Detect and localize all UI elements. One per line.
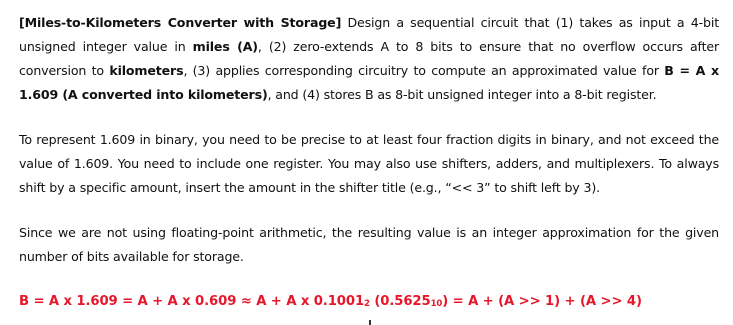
- problem-zero-extend: , (2) zero-extends A to 8 bits to ensure that no overflow occurs after conversion to: [19, 39, 720, 78]
- problem-statement: [19, 11, 719, 107]
- kilometers-term: kilometers: [109, 63, 184, 78]
- problem-storage: , and (4) stores B as 8-bit unsigned integer into a 8-bit register.: [267, 87, 657, 102]
- formula-part-1: B = A x 1.609 = A + A x 0.609 ≈ A + A x 0.1001: [19, 294, 365, 309]
- problem-title: [Miles-to-Kilometers Converter with Storage]: [19, 15, 342, 30]
- precision-paragraph: To represent 1.609 in binary, you need to be precise to at least four fraction digits in binary, and not exceed the value of 1.609. You need to include one register. You may also use shifters, adders, and multiplexers. To always shift by a specific amount, insert the amount in the shifter title (e.g., “<< 3” to shift left by 3).: [19, 132, 719, 195]
- decimal-subscript: 10: [430, 299, 443, 309]
- formula-part-3: ) = A + (A >> 1) + (A >> 4): [442, 294, 642, 309]
- conversion-expression: B = A x 1.609 (A converted into kilometers): [19, 63, 719, 102]
- miles-term: miles (A): [192, 39, 258, 54]
- page-edge-mark: [369, 320, 371, 325]
- conversion-formula: [19, 290, 719, 314]
- formula-part-2: (0.5625: [369, 294, 431, 309]
- problem-circuitry: , (3) applies corresponding circuitry to compute an approximated value for: [183, 63, 665, 78]
- assignment-document: [19, 11, 719, 314]
- approximation-paragraph: Since we are not using floating-point arithmetic, the resulting value is an integer approximation for the given number of bits available for storage.: [19, 225, 719, 264]
- binary-subscript: 2: [364, 299, 370, 309]
- problem-intro: Design a sequential circuit that (1) takes as input a 4-bit unsigned integer value in: [19, 15, 719, 54]
